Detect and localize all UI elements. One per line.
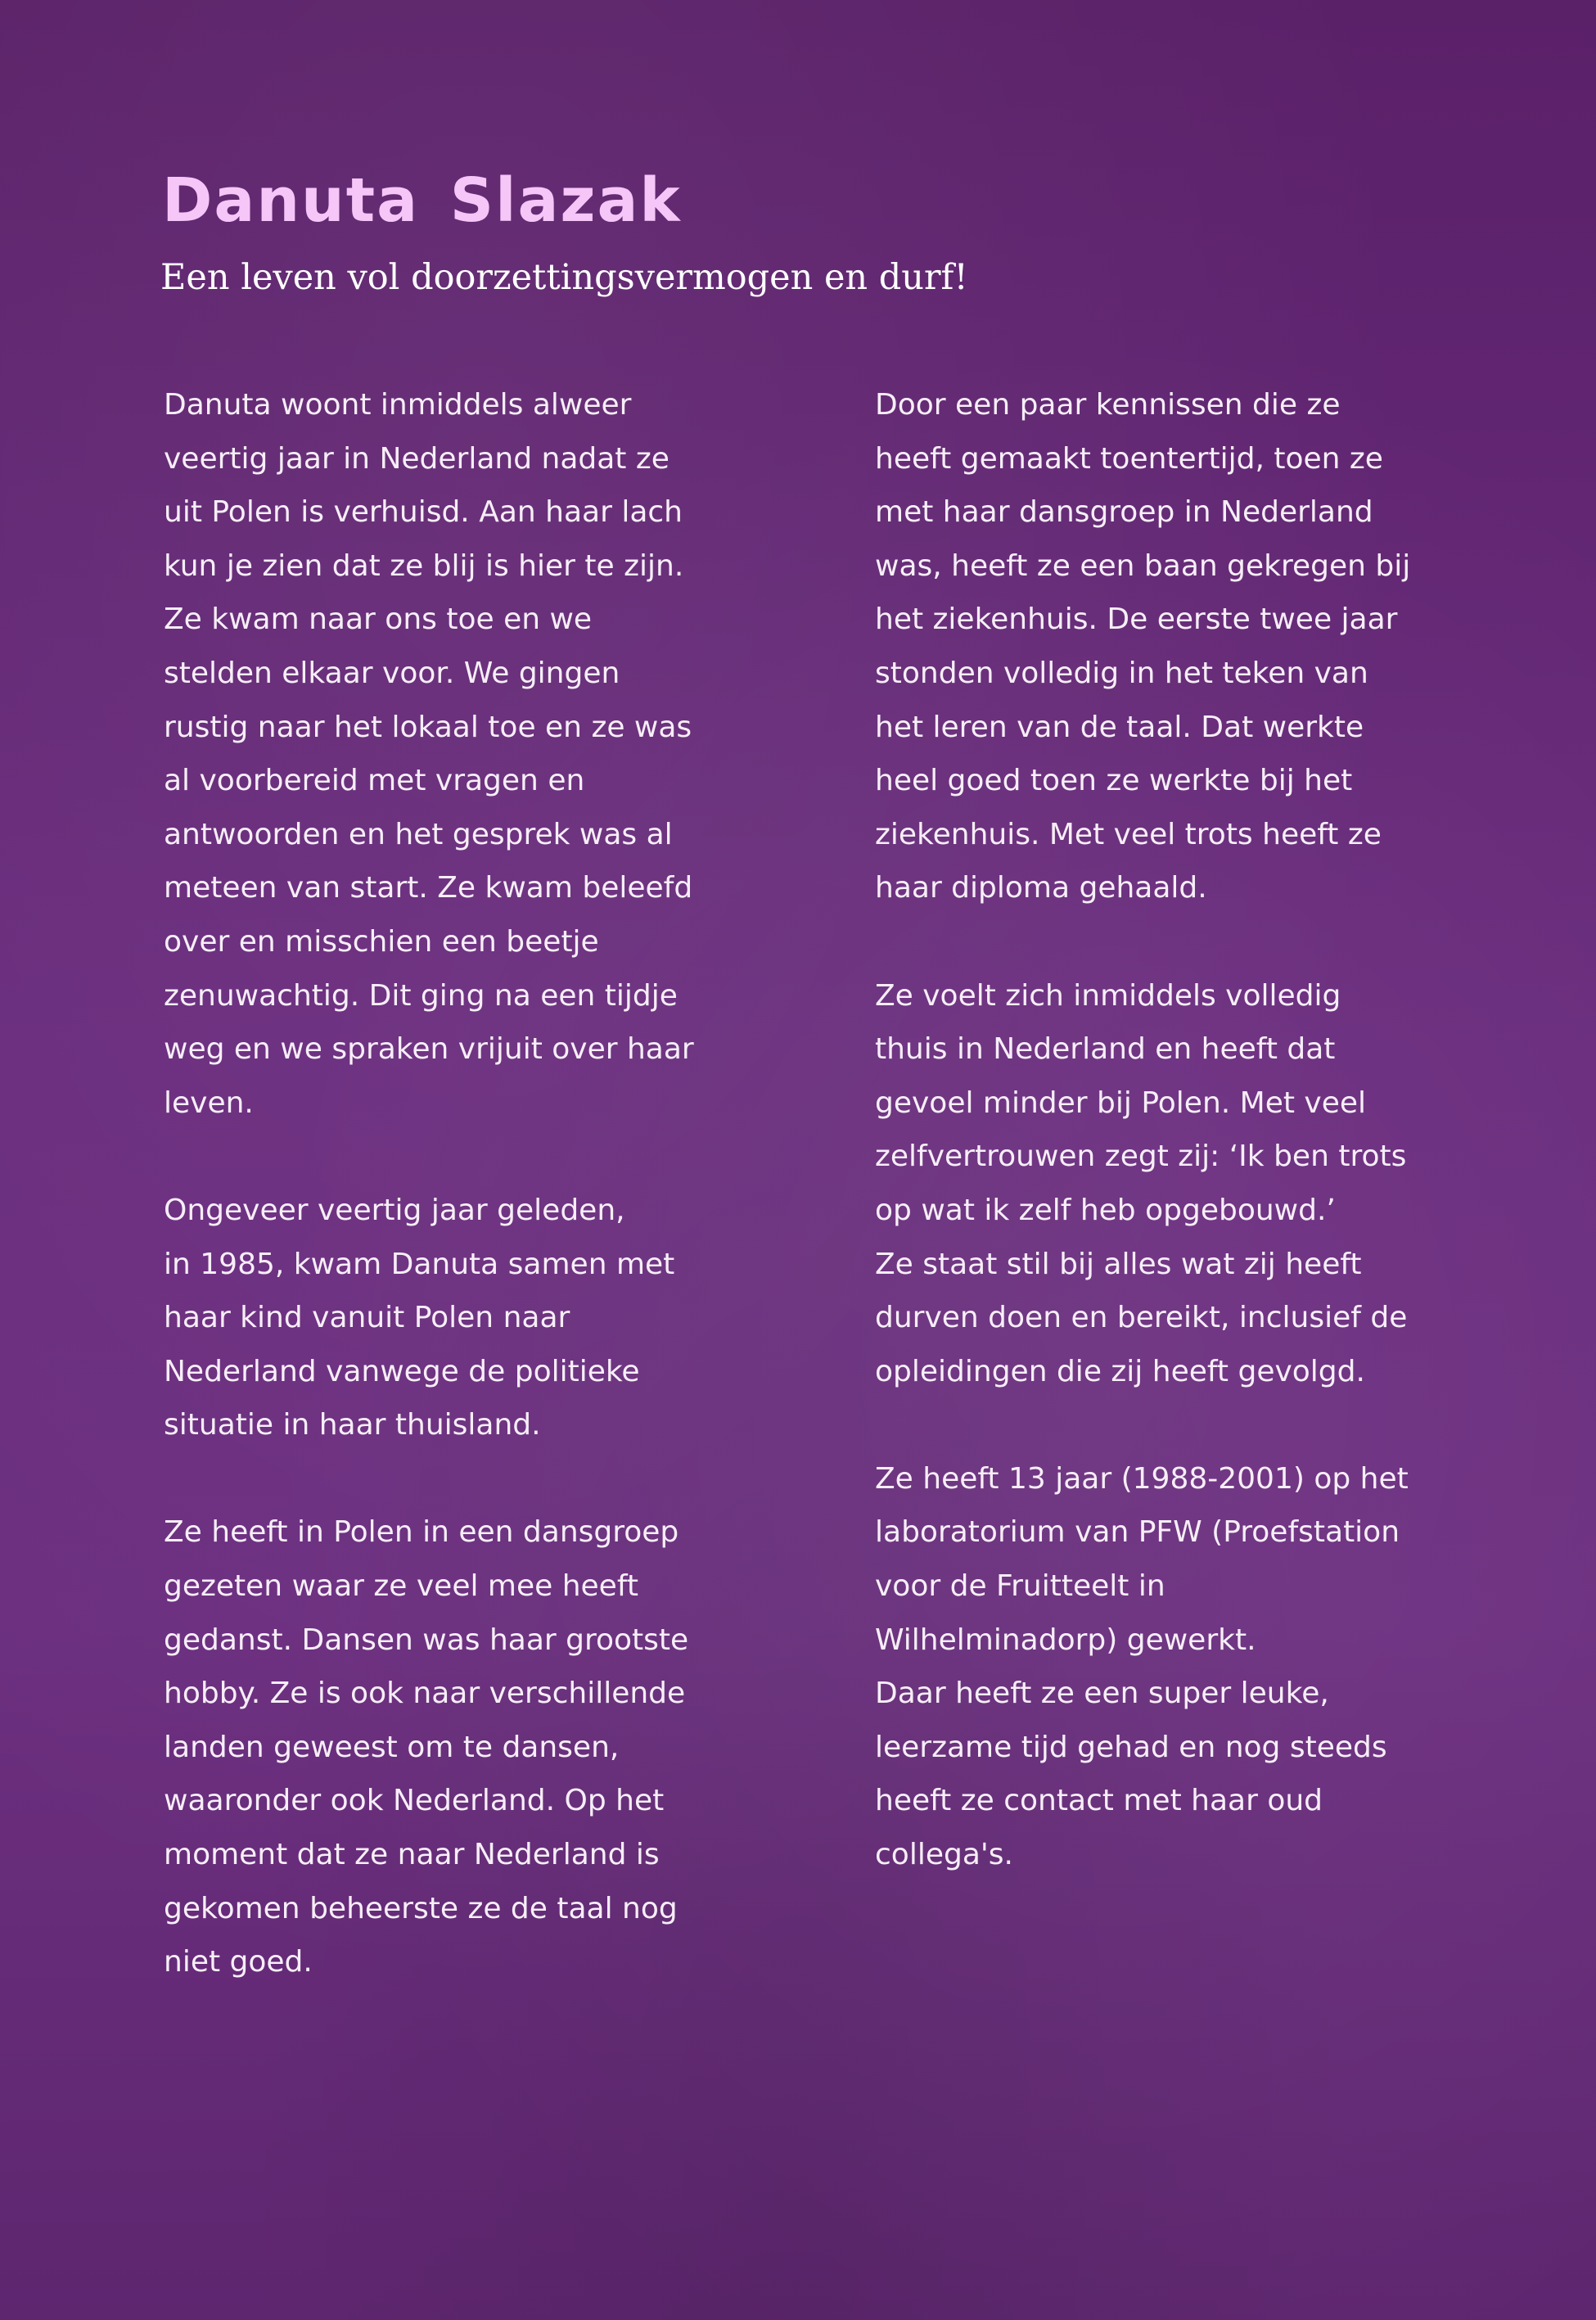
paragraph-dance-group: Ze heeft in Polen in een dansgroep gezeten waar ze veel mee heeft gedanst. Dansen was haar grootste hobby. Ze is ook naar verschillende landen geweest om te dansen, waaronder ook Nederland. Op het moment dat ze naar Nederland is gekomen beheerste ze de taal nog niet goed. (164, 1515, 689, 1979)
paragraph-feeling-at-home: Ze voelt zich inmiddels volledig thuis in Nederland en heeft dat gevoel minder bij Polen. Met veel zelfvertrouwen zegt zij: ‘Ik ben trots op wat ik zelf heb opgebouwd.’ Ze staat stil bij alles wat zij heeft durven doen en bereikt, inclusief de opleidingen die zij heeft gevolgd. (875, 978, 1408, 1388)
paragraph-intro: Danuta woont inmiddels alweer veertig jaar in Nederland nadat ze uit Polen is verhuisd. Aan haar lach kun je zien dat ze blij is hier te zijn. Ze kwam naar ons toe en we stelden elkaar voor. We gingen rustig naar het lokaal toe en ze was al voorbereid met vragen en antwoorden en het gesprek was al meteen van start. Ze kwam beleefd over en misschien een beetje zenuwachtig. Dit ging na een tijdje weg en we spraken vrijuit over haar leven. (164, 388, 694, 1120)
right-column (875, 378, 1481, 1935)
paragraph-hospital-job: Door een paar kennissen die ze heeft gemaakt toentertijd, toen ze met haar dansgroep in Nederland was, heeft ze een baan gekregen bij het ziekenhuis. De eerste twee jaar stonden volledig in het teken van het leren van de taal. Dat werkte heel goed toen ze werkte bij het ziekenhuis. Met veel trots heeft ze haar diploma gehaald. (875, 388, 1411, 905)
paragraph-laboratory: Ze heeft 13 jaar (1988-2001) op het laboratorium van PFW (Proefstation voor de Fruitteelt in Wilhelminadorp) gewerkt. Daar heeft ze een super leuke, leerzame tijd gehad en nog steeds heeft ze contact met haar oud collega's. (875, 1461, 1409, 1872)
article-subtitle: Een leven vol doorzettingsvermogen en durf! (160, 257, 968, 298)
left-column (164, 378, 769, 2042)
article-title: Danuta Slazak (162, 165, 682, 236)
paragraph-arrival: Ongeveer veertig jaar geleden, in 1985, kwam Danuta samen met haar kind vanuit Polen naar Nederland vanwege de politieke situatie in haar thuisland. (164, 1193, 675, 1442)
